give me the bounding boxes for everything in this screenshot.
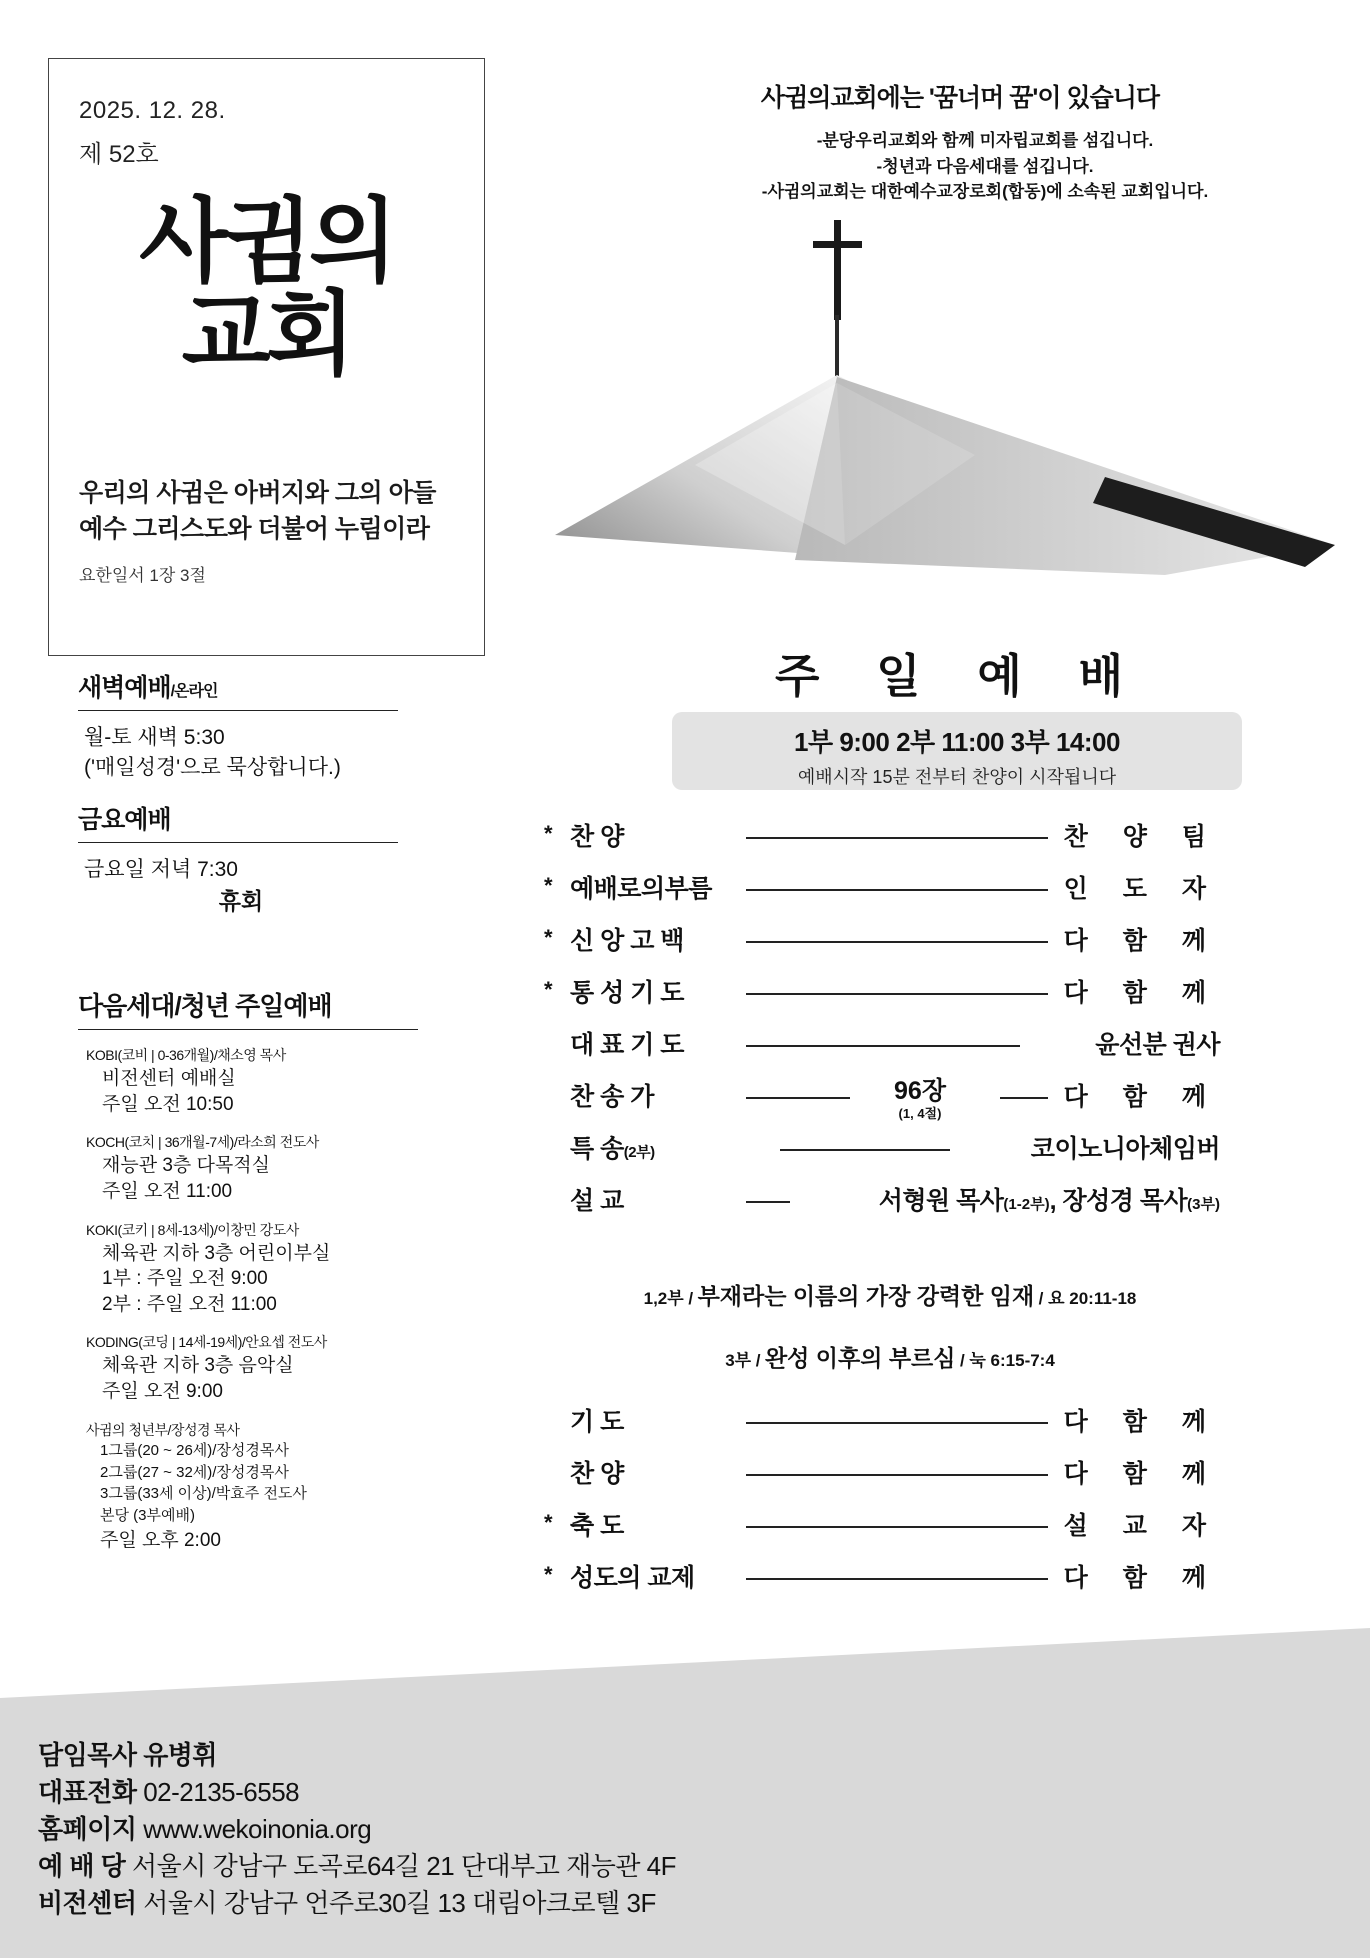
next-generation-heading: 다음세대/청년 주일예배 (78, 986, 418, 1030)
order-row-rule (746, 993, 1048, 995)
slogan-line-2: -청년과 다음세대를 섬깁니다. (876, 156, 1094, 176)
friday-service-status: 휴회 (218, 888, 264, 915)
order-row-rule (746, 941, 1048, 943)
order-item-name: 설 교 (570, 1187, 624, 1215)
preacher-1: 서형원 목사 (878, 1187, 1004, 1215)
group-youth-title (86, 1419, 418, 1440)
order-row (560, 1452, 1220, 1504)
order-row-rule-left (746, 1097, 850, 1099)
order-row-sermon (560, 1179, 1220, 1231)
group-koding-name: KODING(코딩 | 14세-19세) (86, 1334, 242, 1351)
group-kobi-teacher: /채소영 목사 (213, 1047, 286, 1063)
order-row-rule (746, 1045, 1020, 1047)
footer-chapel-label: 예 배 당 (38, 1851, 126, 1882)
order-row-rule (746, 1201, 790, 1203)
order-item-person: 다 함 께 (1063, 927, 1220, 955)
order-item-name-text: 특 송 (570, 1135, 624, 1163)
friday-service-line-2 (84, 885, 398, 918)
sermon-1 (560, 1278, 1220, 1311)
order-row-rule (746, 1474, 1048, 1476)
group-koch-name: KOCH(코치 | 36개월-7세) (86, 1134, 234, 1151)
group-kobi-line-1: 비전센터 예배실 (102, 1068, 236, 1089)
group-koch (78, 1131, 418, 1204)
masthead-box (48, 58, 485, 656)
footer-vision-center (38, 1885, 1038, 1922)
standing-star: * (544, 821, 553, 846)
verse-line-2: 예수 그리스도와 더불어 누림이라 (79, 515, 430, 544)
order-item-person: 인 도 자 (1063, 875, 1220, 903)
order-item-name: 찬 양 (570, 823, 624, 851)
worship-title: 주 일 예 배 (774, 650, 1146, 702)
footer-phone-label: 대표전화 (38, 1777, 137, 1808)
order-item-person: 찬 양 팀 (1063, 823, 1220, 851)
footer-website-label: 홈페이지 (38, 1814, 137, 1845)
order-item-person: 윤선분 권사 (1095, 1031, 1220, 1059)
group-koch-line-2: 주일 오전 11:00 (102, 1180, 233, 1202)
order-row (544, 815, 1220, 867)
order-item-name: 찬 송 가 (570, 1083, 654, 1111)
order-of-worship-2 (544, 1400, 1220, 1608)
preacher-1-part: (1-2부) (1003, 1196, 1050, 1213)
group-koki-title (86, 1219, 418, 1241)
group-koding (78, 1331, 418, 1404)
standing-star: * (544, 977, 553, 1002)
slogan-line-1: -분당우리교회와 함께 미자립교회를 섬깁니다. (816, 131, 1154, 150)
order-item-name: 성도의 교제 (570, 1564, 695, 1592)
group-kobi-line-2: 주일 오전 10:50 (102, 1093, 234, 1115)
church-logo (49, 191, 484, 387)
order-row (544, 1556, 1220, 1608)
footer-chapel (38, 1848, 1038, 1885)
standing-star: * (544, 1562, 553, 1587)
verse-text (79, 475, 469, 548)
order-row-hymn (560, 1075, 1220, 1127)
order-row (560, 1127, 1220, 1179)
order-row-rule (780, 1149, 950, 1151)
order-row (560, 1400, 1220, 1452)
order-item-person: 코이노니아체임버 (1030, 1135, 1220, 1163)
hymn-verses: (1, 4절) (898, 1106, 942, 1121)
order-item-name: 찬 양 (570, 1460, 624, 1488)
group-youth-line-3: 3그룹(33세 이상)/박효주 전도사 (100, 1485, 307, 1503)
group-youth-line-4: 본당 (3부예배) (100, 1507, 195, 1525)
dawn-service-subtitle: /온라인 (170, 683, 218, 700)
worship-times-note: 예배시작 15분 전부터 찬양이 시작됩니다 (797, 767, 1117, 787)
standing-star: * (544, 925, 553, 950)
group-koki-line-1: 체육관 지하 3층 어린이부실 (102, 1242, 331, 1264)
group-youth (78, 1419, 418, 1555)
group-kobi-title (86, 1044, 418, 1066)
order-item-person: 다 함 께 (1063, 979, 1220, 1007)
order-item-person (879, 1181, 1220, 1217)
order-item-name (570, 1129, 655, 1165)
order-row (544, 919, 1220, 971)
hymn-number-value: 96장 (894, 1077, 946, 1105)
dawn-service-line-2: ('매일성경'으로 묵상합니다.) (84, 756, 341, 780)
footer-phone-value: 02-2135-6558 (136, 1777, 300, 1808)
group-youth-teacher: /장성경 목사 (167, 1421, 240, 1438)
sermon-1-ref: / 요 20:11-18 (1038, 1289, 1137, 1308)
order-row-rule (746, 1422, 1048, 1424)
sermon-2-title: 완성 이후의 부르심 (764, 1345, 956, 1371)
group-koding-teacher: /안요셉 전도사 (241, 1334, 327, 1351)
group-youth-line-1: 1그룹(20 ~ 26세)/장성경목사 (100, 1441, 289, 1459)
church-photo (545, 215, 1335, 645)
dawn-service-line-1: 월-토 새벽 5:30 (84, 726, 225, 749)
logo-line-1: 사귐의 (139, 191, 394, 293)
order-item-person: 다 함 께 (1063, 1564, 1220, 1592)
dawn-service-title: 새벽예배 (78, 674, 171, 702)
slogan-title: 사귐의교회에는 '꿈너머 꿈'이 있습니다 (760, 84, 1160, 112)
footer-info (38, 1737, 1038, 1922)
order-row-rule-right (1000, 1097, 1048, 1099)
order-row-rule (746, 837, 1048, 839)
order-item-person: 다 함 께 (1063, 1083, 1220, 1111)
order-item-person: 다 함 께 (1063, 1460, 1220, 1488)
order-item-person: 설 교 자 (1063, 1512, 1220, 1540)
group-koki-name: KOKI(코키 | 8세-13세) (86, 1221, 214, 1238)
standing-star: * (544, 873, 553, 898)
group-koch-line-1: 재능관 3층 다목적실 (102, 1155, 270, 1177)
footer-pastor-label: 담임목사 유병휘 (38, 1740, 218, 1771)
group-kobi-name: KOBI(코비 | 0-36개월) (86, 1047, 214, 1063)
order-row (560, 1023, 1220, 1075)
order-of-worship (544, 815, 1220, 1231)
sermon-2-ref: / 눅 6:15-7:4 (959, 1351, 1055, 1370)
preacher-2: , 장성경 목사 (1049, 1187, 1188, 1215)
section-next-generation (78, 986, 418, 1554)
verse-reference: 요한일서 1장 3절 (79, 566, 206, 585)
group-koding-title (86, 1331, 418, 1353)
footer-chapel-value: 서울시 강남구 도곡로64길 21 단대부고 재능관 4F (125, 1851, 677, 1882)
sermon-1-title: 부재라는 이름의 가장 강력한 임재 (697, 1283, 1035, 1309)
logo-line-2: 교회 (181, 284, 352, 387)
friday-service-line-1: 금요일 저녁 7:30 (84, 858, 238, 881)
group-koki-line-3: 2부 : 주일 오전 11:00 (102, 1293, 277, 1315)
group-koding-line-1: 체육관 지하 3층 음악실 (102, 1355, 294, 1377)
group-koki (78, 1219, 418, 1318)
verse-line-1: 우리의 사귐은 아버지와 그의 아들 (79, 479, 436, 507)
standing-star: * (544, 1510, 553, 1535)
group-koch-title (86, 1131, 418, 1153)
group-koki-teacher: /이창민 강도사 (213, 1221, 299, 1238)
section-friday-service (78, 800, 398, 919)
order-item-name: 신 앙 고 백 (570, 927, 684, 955)
order-row-rule (746, 889, 1048, 891)
order-row (544, 1504, 1220, 1556)
order-item-name: 예배로의부름 (570, 875, 712, 903)
sermon-2 (560, 1340, 1220, 1373)
footer-website (38, 1811, 1038, 1848)
footer-vision-center-value: 서울시 강남구 언주로30길 13 대림아크로텔 3F (136, 1888, 656, 1919)
footer-vision-center-label: 비전센터 (38, 1888, 137, 1919)
group-koch-teacher: /라소희 전도사 (233, 1134, 319, 1151)
group-koding-line-2: 주일 오전 9:00 (102, 1381, 223, 1403)
order-item-name: 통 성 기 도 (570, 979, 684, 1007)
group-youth-name: 사귐의 청년부 (86, 1421, 168, 1438)
worship-times-box (672, 712, 1242, 790)
order-item-name: 기 도 (570, 1408, 624, 1436)
order-item-name-sup: (2부) (623, 1144, 655, 1161)
group-youth-line-2: 2그룹(27 ~ 32세)/장성경목사 (100, 1463, 289, 1481)
order-item-name: 대 표 기 도 (570, 1031, 684, 1059)
sermon-2-label: 3부 / (725, 1351, 761, 1370)
issue-number: 제 52호 (79, 141, 159, 168)
order-row (544, 971, 1220, 1023)
friday-service-body (78, 855, 398, 919)
order-item-name: 축 도 (570, 1512, 624, 1540)
issue-date: 2025. 12. 28. (79, 97, 226, 124)
dawn-service-body (78, 723, 398, 784)
dawn-service-heading (78, 668, 398, 711)
friday-service-heading: 금요예배 (78, 800, 398, 843)
order-row-rule (746, 1578, 1048, 1580)
group-kobi (78, 1044, 418, 1117)
worship-times: 1부 9:00 2부 11:00 3부 14:00 (794, 727, 1120, 757)
section-dawn-service (78, 668, 398, 784)
preacher-2-part: (3부) (1187, 1196, 1220, 1213)
footer-phone (38, 1774, 1038, 1811)
order-row-rule (746, 1526, 1048, 1528)
sermon-1-label: 1,2부 / (643, 1289, 694, 1308)
hymn-number (850, 1071, 990, 1122)
slogan-list (700, 128, 1270, 205)
group-koki-line-2: 1부 : 주일 오전 9:00 (102, 1268, 268, 1290)
footer-website-value[interactable]: www.wekoinonia.org (136, 1814, 372, 1845)
group-youth-time: 주일 오후 2:00 (100, 1529, 221, 1551)
slogan-line-3: -사귐의교회는 대한예수교장로회(합동)에 소속된 교회입니다. (761, 182, 1209, 201)
order-row (544, 867, 1220, 919)
footer-pastor (38, 1737, 1038, 1774)
order-item-person: 다 함 께 (1063, 1408, 1220, 1436)
